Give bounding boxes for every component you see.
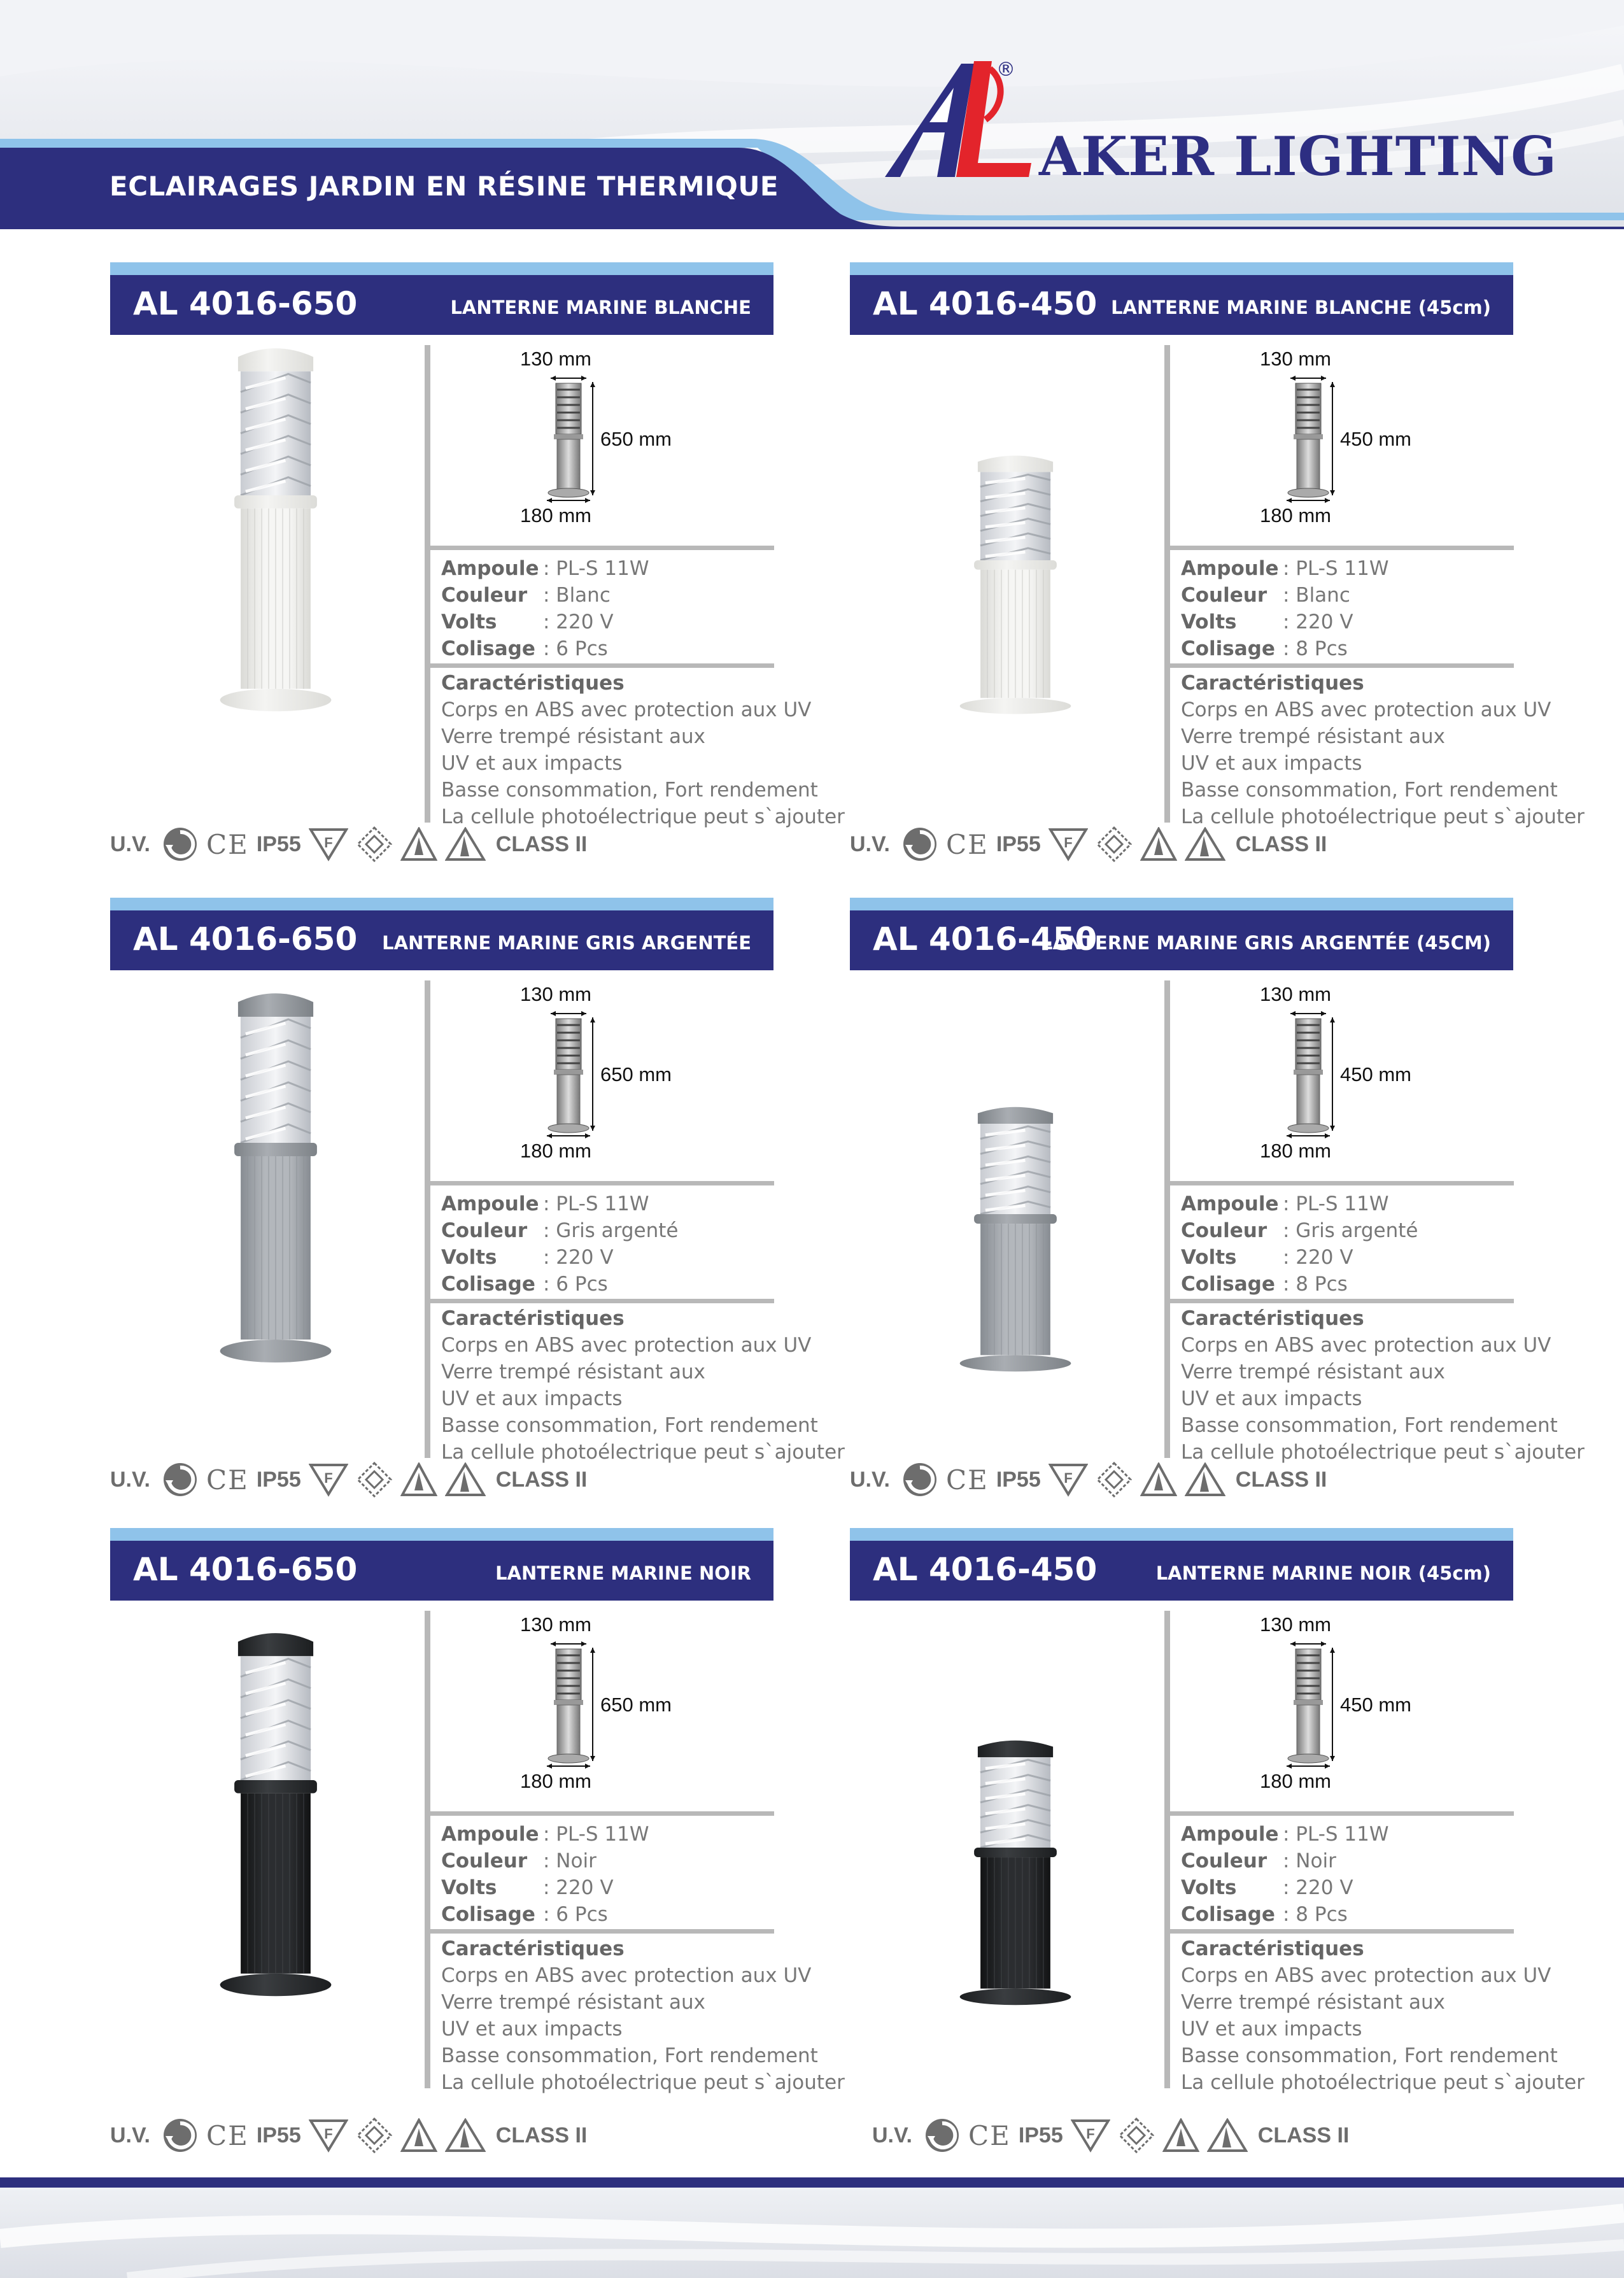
ce-mark-icon: CE — [206, 2119, 249, 2151]
spec-row-colisage — [1181, 1901, 1389, 1928]
spec-table — [1181, 1191, 1418, 1298]
spec-value: : 220 V — [543, 611, 614, 633]
spec-label: Ampoule — [441, 1192, 539, 1215]
vertical-divider — [1164, 345, 1170, 823]
aker-logo-icon — [879, 56, 1044, 183]
card-accent-bar — [110, 262, 773, 275]
spec-value: : 6 Pcs — [543, 1903, 608, 1926]
product-card — [850, 898, 1585, 1534]
uv-label: U.V. — [872, 2123, 913, 2147]
dim-base-width: 180 mm — [1260, 1770, 1331, 1792]
spec-label: Colisage — [1181, 637, 1275, 660]
spec-value: : Noir — [1283, 1850, 1336, 1872]
dim-height: 650 mm — [600, 1694, 672, 1716]
spec-row-colisage — [1181, 635, 1389, 662]
spec-label: Couleur — [441, 1850, 528, 1872]
card-accent-bar — [110, 1528, 773, 1541]
ip-rating-label: IP55 — [256, 1467, 301, 1492]
spec-label: Ampoule — [441, 1823, 539, 1846]
spec-label: Couleur — [441, 1219, 528, 1242]
class-label: CLASS II — [1235, 831, 1327, 856]
spec-table — [441, 1821, 649, 1928]
spec-label: Colisage — [441, 1273, 535, 1296]
spec-table — [441, 555, 649, 662]
dim-height: 450 mm — [1340, 1063, 1411, 1086]
spec-value: : 220 V — [543, 1246, 614, 1269]
spec-value: : Noir — [543, 1850, 597, 1872]
class-label: CLASS II — [495, 1467, 588, 1492]
dim-top-width: 130 mm — [520, 348, 591, 370]
heat-warning-icon — [445, 2118, 486, 2153]
page-header — [0, 0, 1624, 229]
feature-item: Verre trempé résistant aux — [441, 725, 706, 748]
spec-row-volts — [441, 1244, 679, 1271]
spec-value: : 8 Pcs — [1283, 637, 1348, 660]
recycle-icon — [901, 1461, 938, 1498]
svg-text:F: F — [1086, 2126, 1095, 2142]
dim-top-width: 130 mm — [1260, 983, 1331, 1005]
heat-warning-icon — [1207, 2118, 1248, 2153]
spec-row-ampoule — [441, 1821, 649, 1848]
spec-value: : 8 Pcs — [1283, 1903, 1348, 1926]
product-card — [850, 262, 1585, 899]
spec-label: Volts — [441, 611, 497, 633]
dim-height: 450 mm — [1340, 428, 1411, 450]
spec-row-couleur — [1181, 1848, 1389, 1874]
spec-label: Ampoule — [1181, 1823, 1279, 1846]
feature-item: UV et aux impacts — [441, 752, 623, 775]
spec-label: Volts — [441, 1246, 497, 1269]
spec-row-volts — [1181, 609, 1389, 635]
spec-value: : 220 V — [1283, 1246, 1353, 1269]
feature-item: UV et aux impacts — [441, 2018, 623, 2041]
divider — [430, 1181, 774, 1185]
class-two-diamond-icon — [356, 2117, 393, 2154]
card-accent-bar — [850, 1528, 1513, 1541]
heat-warning-icon — [445, 827, 486, 861]
dim-top-width: 130 mm — [520, 1613, 591, 1636]
divider — [1170, 1181, 1514, 1185]
feature-item: Basse consommation, Fort rendement — [1181, 2044, 1558, 2067]
dimension-drawing — [1260, 345, 1442, 527]
certification-icons — [110, 2117, 587, 2154]
spec-table — [1181, 1821, 1389, 1928]
spec-value: : Gris argenté — [1283, 1219, 1418, 1242]
dim-base-width: 180 mm — [1260, 504, 1331, 527]
features-title: Caractéristiques — [441, 1307, 625, 1330]
feature-item: UV et aux impacts — [441, 1387, 623, 1410]
warning-triangle-icon — [1140, 1462, 1177, 1497]
product-name: LANTERNE MARINE NOIR — [495, 1562, 751, 1584]
spec-value: : PL-S 11W — [543, 1823, 649, 1846]
svg-text:F: F — [1064, 1470, 1073, 1486]
vertical-divider — [1164, 1611, 1170, 2088]
features-title: Caractéristiques — [441, 672, 625, 695]
lamp-image — [955, 1105, 1076, 1381]
product-code: AL 4016-450 — [873, 921, 1098, 958]
dim-base-width: 180 mm — [1260, 1140, 1331, 1162]
feature-item: Basse consommation, Fort rendement — [441, 2044, 818, 2067]
lamp-image — [955, 1738, 1076, 2014]
class-two-diamond-icon — [356, 826, 393, 863]
feature-item: Verre trempé résistant aux — [441, 1361, 706, 1383]
dim-top-width: 130 mm — [1260, 1613, 1331, 1636]
vertical-divider — [425, 345, 430, 823]
vertical-divider — [1164, 980, 1170, 1458]
warning-triangle-icon — [1140, 827, 1177, 861]
feature-item: Corps en ABS avec protection aux UV — [1181, 698, 1551, 721]
heat-warning-icon — [1185, 827, 1225, 861]
recycle-icon — [162, 1461, 199, 1498]
class-two-diamond-icon — [1096, 1461, 1133, 1498]
dim-top-width: 130 mm — [1260, 348, 1331, 370]
f-mark-icon — [1049, 827, 1088, 861]
vertical-divider — [425, 980, 430, 1458]
recycle-icon — [901, 826, 938, 863]
svg-text:F: F — [324, 835, 333, 851]
spec-value: : 6 Pcs — [543, 1273, 608, 1296]
spec-row-ampoule — [1181, 1821, 1389, 1848]
lamp-image — [955, 453, 1076, 723]
feature-item: Basse consommation, Fort rendement — [1181, 1414, 1558, 1437]
spec-row-colisage — [1181, 1271, 1418, 1298]
brand-name: AKER LIGHTING — [1039, 125, 1558, 188]
spec-row-volts — [1181, 1244, 1418, 1271]
dimension-drawing — [1260, 1611, 1442, 1792]
spec-label: Couleur — [1181, 1219, 1267, 1242]
feature-item: Corps en ABS avec protection aux UV — [441, 698, 812, 721]
product-name: LANTERNE MARINE BLANCHE — [450, 297, 751, 318]
features-title: Caractéristiques — [1181, 672, 1364, 695]
f-mark-icon — [309, 827, 348, 861]
feature-item: Corps en ABS avec protection aux UV — [441, 1964, 812, 1987]
product-code: AL 4016-650 — [133, 1551, 358, 1588]
spec-row-ampoule — [441, 1191, 679, 1217]
recycle-icon — [924, 2117, 961, 2154]
recycle-icon — [162, 2117, 199, 2154]
uv-label: U.V. — [110, 2123, 151, 2147]
class-label: CLASS II — [1257, 2123, 1350, 2147]
spec-row-couleur — [441, 1848, 649, 1874]
feature-item: UV et aux impacts — [1181, 2018, 1362, 2041]
spec-table — [441, 1191, 679, 1298]
class-two-diamond-icon — [1118, 2117, 1155, 2154]
spec-table — [1181, 555, 1389, 662]
ce-mark-icon: CE — [946, 828, 989, 860]
page-title: ECLAIRAGES JARDIN EN RÉSINE THERMIQUE — [109, 171, 779, 202]
uv-label: U.V. — [110, 1467, 151, 1492]
uv-label: U.V. — [850, 831, 891, 856]
f-mark-icon — [309, 2118, 348, 2153]
features-list — [1181, 670, 1585, 830]
divider — [1170, 663, 1514, 668]
ip-rating-label: IP55 — [256, 831, 301, 856]
ip-rating-label: IP55 — [1018, 2123, 1063, 2147]
spec-row-couleur — [1181, 1217, 1418, 1244]
spec-row-couleur — [441, 1217, 679, 1244]
ip-rating-label: IP55 — [996, 1467, 1041, 1492]
feature-item: Verre trempé résistant aux — [1181, 1991, 1446, 2014]
ce-mark-icon: CE — [206, 1464, 249, 1496]
svg-text:F: F — [324, 1470, 333, 1486]
features-title: Caractéristiques — [1181, 1937, 1364, 1960]
f-mark-icon — [1071, 2118, 1110, 2153]
feature-item: Corps en ABS avec protection aux UV — [1181, 1964, 1551, 1987]
divider — [1170, 1811, 1514, 1816]
heat-warning-icon — [445, 1462, 486, 1497]
feature-item: Verre trempé résistant aux — [1181, 725, 1446, 748]
spec-label: Colisage — [1181, 1273, 1275, 1296]
spec-label: Couleur — [1181, 584, 1267, 607]
certification-icons — [850, 826, 1327, 863]
card-accent-bar — [110, 898, 773, 910]
product-name: LANTERNE MARINE GRIS ARGENTÉE — [382, 932, 751, 954]
product-code: AL 4016-650 — [133, 921, 358, 958]
product-code: AL 4016-450 — [873, 285, 1098, 322]
feature-item: UV et aux impacts — [1181, 1387, 1362, 1410]
product-card — [850, 1528, 1585, 2165]
divider — [430, 1811, 774, 1816]
divider — [1170, 1299, 1514, 1303]
feature-item: Corps en ABS avec protection aux UV — [1181, 1334, 1551, 1357]
product-code: AL 4016-450 — [873, 1551, 1098, 1588]
lamp-image — [215, 345, 336, 723]
spec-row-ampoule — [1181, 555, 1389, 582]
divider — [430, 546, 774, 550]
feature-item: Basse consommation, Fort rendement — [1181, 779, 1558, 802]
feature-item: La cellule photoélectrique peut s`ajouter — [1181, 805, 1585, 828]
product-card — [110, 262, 845, 899]
product-name: LANTERNE MARINE GRIS ARGENTÉE (45CM) — [1041, 932, 1491, 954]
spec-value: : 6 Pcs — [543, 637, 608, 660]
spec-row-volts — [441, 1874, 649, 1901]
spec-row-ampoule — [1181, 1191, 1418, 1217]
footer-swirl — [0, 2188, 1624, 2278]
page-footer — [0, 2188, 1624, 2278]
dim-height: 450 mm — [1340, 1694, 1411, 1716]
divider — [1170, 546, 1514, 550]
feature-item: Basse consommation, Fort rendement — [441, 779, 818, 802]
features-title: Caractéristiques — [1181, 1307, 1364, 1330]
features-list — [441, 670, 845, 830]
product-name: LANTERNE MARINE NOIR (45cm) — [1155, 1562, 1491, 1584]
spec-label: Couleur — [1181, 1850, 1267, 1872]
feature-item: La cellule photoélectrique peut s`ajouter — [1181, 1441, 1585, 1464]
feature-item: Verre trempé résistant aux — [441, 1991, 706, 2014]
spec-row-ampoule — [441, 555, 649, 582]
dim-top-width: 130 mm — [520, 983, 591, 1005]
spec-label: Ampoule — [1181, 557, 1279, 580]
class-label: CLASS II — [495, 831, 588, 856]
spec-value: : Gris argenté — [543, 1219, 679, 1242]
spec-row-colisage — [441, 635, 649, 662]
spec-row-couleur — [1181, 582, 1389, 609]
product-card — [110, 898, 845, 1534]
product-card — [110, 1528, 845, 2165]
spec-value: : 220 V — [1283, 611, 1353, 633]
divider — [1170, 1929, 1514, 1934]
spec-value: : 8 Pcs — [1283, 1273, 1348, 1296]
warning-triangle-icon — [1162, 2118, 1199, 2153]
feature-item: La cellule photoélectrique peut s`ajouter — [441, 805, 845, 828]
divider — [430, 663, 774, 668]
product-code: AL 4016-650 — [133, 285, 358, 322]
features-title: Caractéristiques — [441, 1937, 625, 1960]
spec-label: Colisage — [441, 1903, 535, 1926]
spec-row-couleur — [441, 582, 649, 609]
dim-base-width: 180 mm — [520, 504, 591, 527]
spec-value: : PL-S 11W — [543, 557, 649, 580]
certification-icons — [110, 826, 587, 863]
spec-value: : 220 V — [1283, 1876, 1353, 1899]
spec-row-volts — [441, 609, 649, 635]
certification-icons — [872, 2117, 1349, 2154]
f-mark-icon — [1049, 1462, 1088, 1497]
certification-icons — [110, 1461, 587, 1498]
feature-item: La cellule photoélectrique peut s`ajouter — [441, 1441, 845, 1464]
class-two-diamond-icon — [356, 1461, 393, 1498]
divider — [430, 1929, 774, 1934]
lamp-image — [215, 1630, 336, 2008]
dim-height: 650 mm — [600, 428, 672, 450]
feature-item: Corps en ABS avec protection aux UV — [441, 1334, 812, 1357]
spec-label: Volts — [1181, 1246, 1237, 1269]
spec-row-colisage — [441, 1271, 679, 1298]
ip-rating-label: IP55 — [996, 831, 1041, 856]
spec-value: : 220 V — [543, 1876, 614, 1899]
spec-label: Volts — [1181, 1876, 1237, 1899]
svg-text:F: F — [1064, 835, 1073, 851]
ce-mark-icon: CE — [946, 1464, 989, 1496]
card-accent-bar — [850, 262, 1513, 275]
spec-row-volts — [1181, 1874, 1389, 1901]
dim-base-width: 180 mm — [520, 1770, 591, 1792]
dim-height: 650 mm — [600, 1063, 672, 1086]
warning-triangle-icon — [400, 1462, 437, 1497]
spec-value: : Blanc — [1283, 584, 1350, 607]
svg-text:F: F — [324, 2126, 333, 2142]
spec-value: : PL-S 11W — [1283, 1823, 1389, 1846]
dimension-drawing — [520, 1611, 702, 1792]
spec-value: : PL-S 11W — [543, 1192, 649, 1215]
spec-label: Colisage — [1181, 1903, 1275, 1926]
recycle-icon — [162, 826, 199, 863]
uv-label: U.V. — [110, 831, 151, 856]
card-accent-bar — [850, 898, 1513, 910]
uv-label: U.V. — [850, 1467, 891, 1492]
features-list — [441, 1935, 845, 2096]
ce-mark-icon: CE — [968, 2119, 1011, 2151]
dimension-drawing — [520, 980, 702, 1162]
spec-label: Ampoule — [1181, 1192, 1279, 1215]
spec-value: : Blanc — [543, 584, 611, 607]
certification-icons — [850, 1461, 1327, 1498]
feature-item: UV et aux impacts — [1181, 752, 1362, 775]
vertical-divider — [425, 1611, 430, 2088]
spec-value: : PL-S 11W — [1283, 557, 1389, 580]
class-two-diamond-icon — [1096, 826, 1133, 863]
divider — [430, 1299, 774, 1303]
features-list — [441, 1305, 845, 1466]
spec-label: Colisage — [441, 637, 535, 660]
class-label: CLASS II — [1235, 1467, 1327, 1492]
dim-base-width: 180 mm — [520, 1140, 591, 1162]
feature-item: La cellule photoélectrique peut s`ajouter — [1181, 2071, 1585, 2094]
spec-value: : PL-S 11W — [1283, 1192, 1389, 1215]
ip-rating-label: IP55 — [256, 2123, 301, 2147]
ce-mark-icon: CE — [206, 828, 249, 860]
feature-item: Basse consommation, Fort rendement — [441, 1414, 818, 1437]
spec-label: Couleur — [441, 584, 528, 607]
warning-triangle-icon — [400, 827, 437, 861]
dimension-drawing — [1260, 980, 1442, 1162]
warning-triangle-icon — [400, 2118, 437, 2153]
dimension-drawing — [520, 345, 702, 527]
spec-row-colisage — [441, 1901, 649, 1928]
feature-item: La cellule photoélectrique peut s`ajouter — [441, 2071, 845, 2094]
product-name: LANTERNE MARINE BLANCHE (45cm) — [1111, 297, 1491, 318]
f-mark-icon — [309, 1462, 348, 1497]
footer-bar — [0, 2177, 1624, 2188]
features-list — [1181, 1935, 1585, 2096]
registered-mark: ® — [996, 59, 1015, 81]
spec-label: Volts — [1181, 611, 1237, 633]
lamp-image — [215, 990, 336, 1375]
features-list — [1181, 1305, 1585, 1466]
spec-label: Volts — [441, 1876, 497, 1899]
class-label: CLASS II — [495, 2123, 588, 2147]
feature-item: Verre trempé résistant aux — [1181, 1361, 1446, 1383]
spec-label: Ampoule — [441, 557, 539, 580]
heat-warning-icon — [1185, 1462, 1225, 1497]
